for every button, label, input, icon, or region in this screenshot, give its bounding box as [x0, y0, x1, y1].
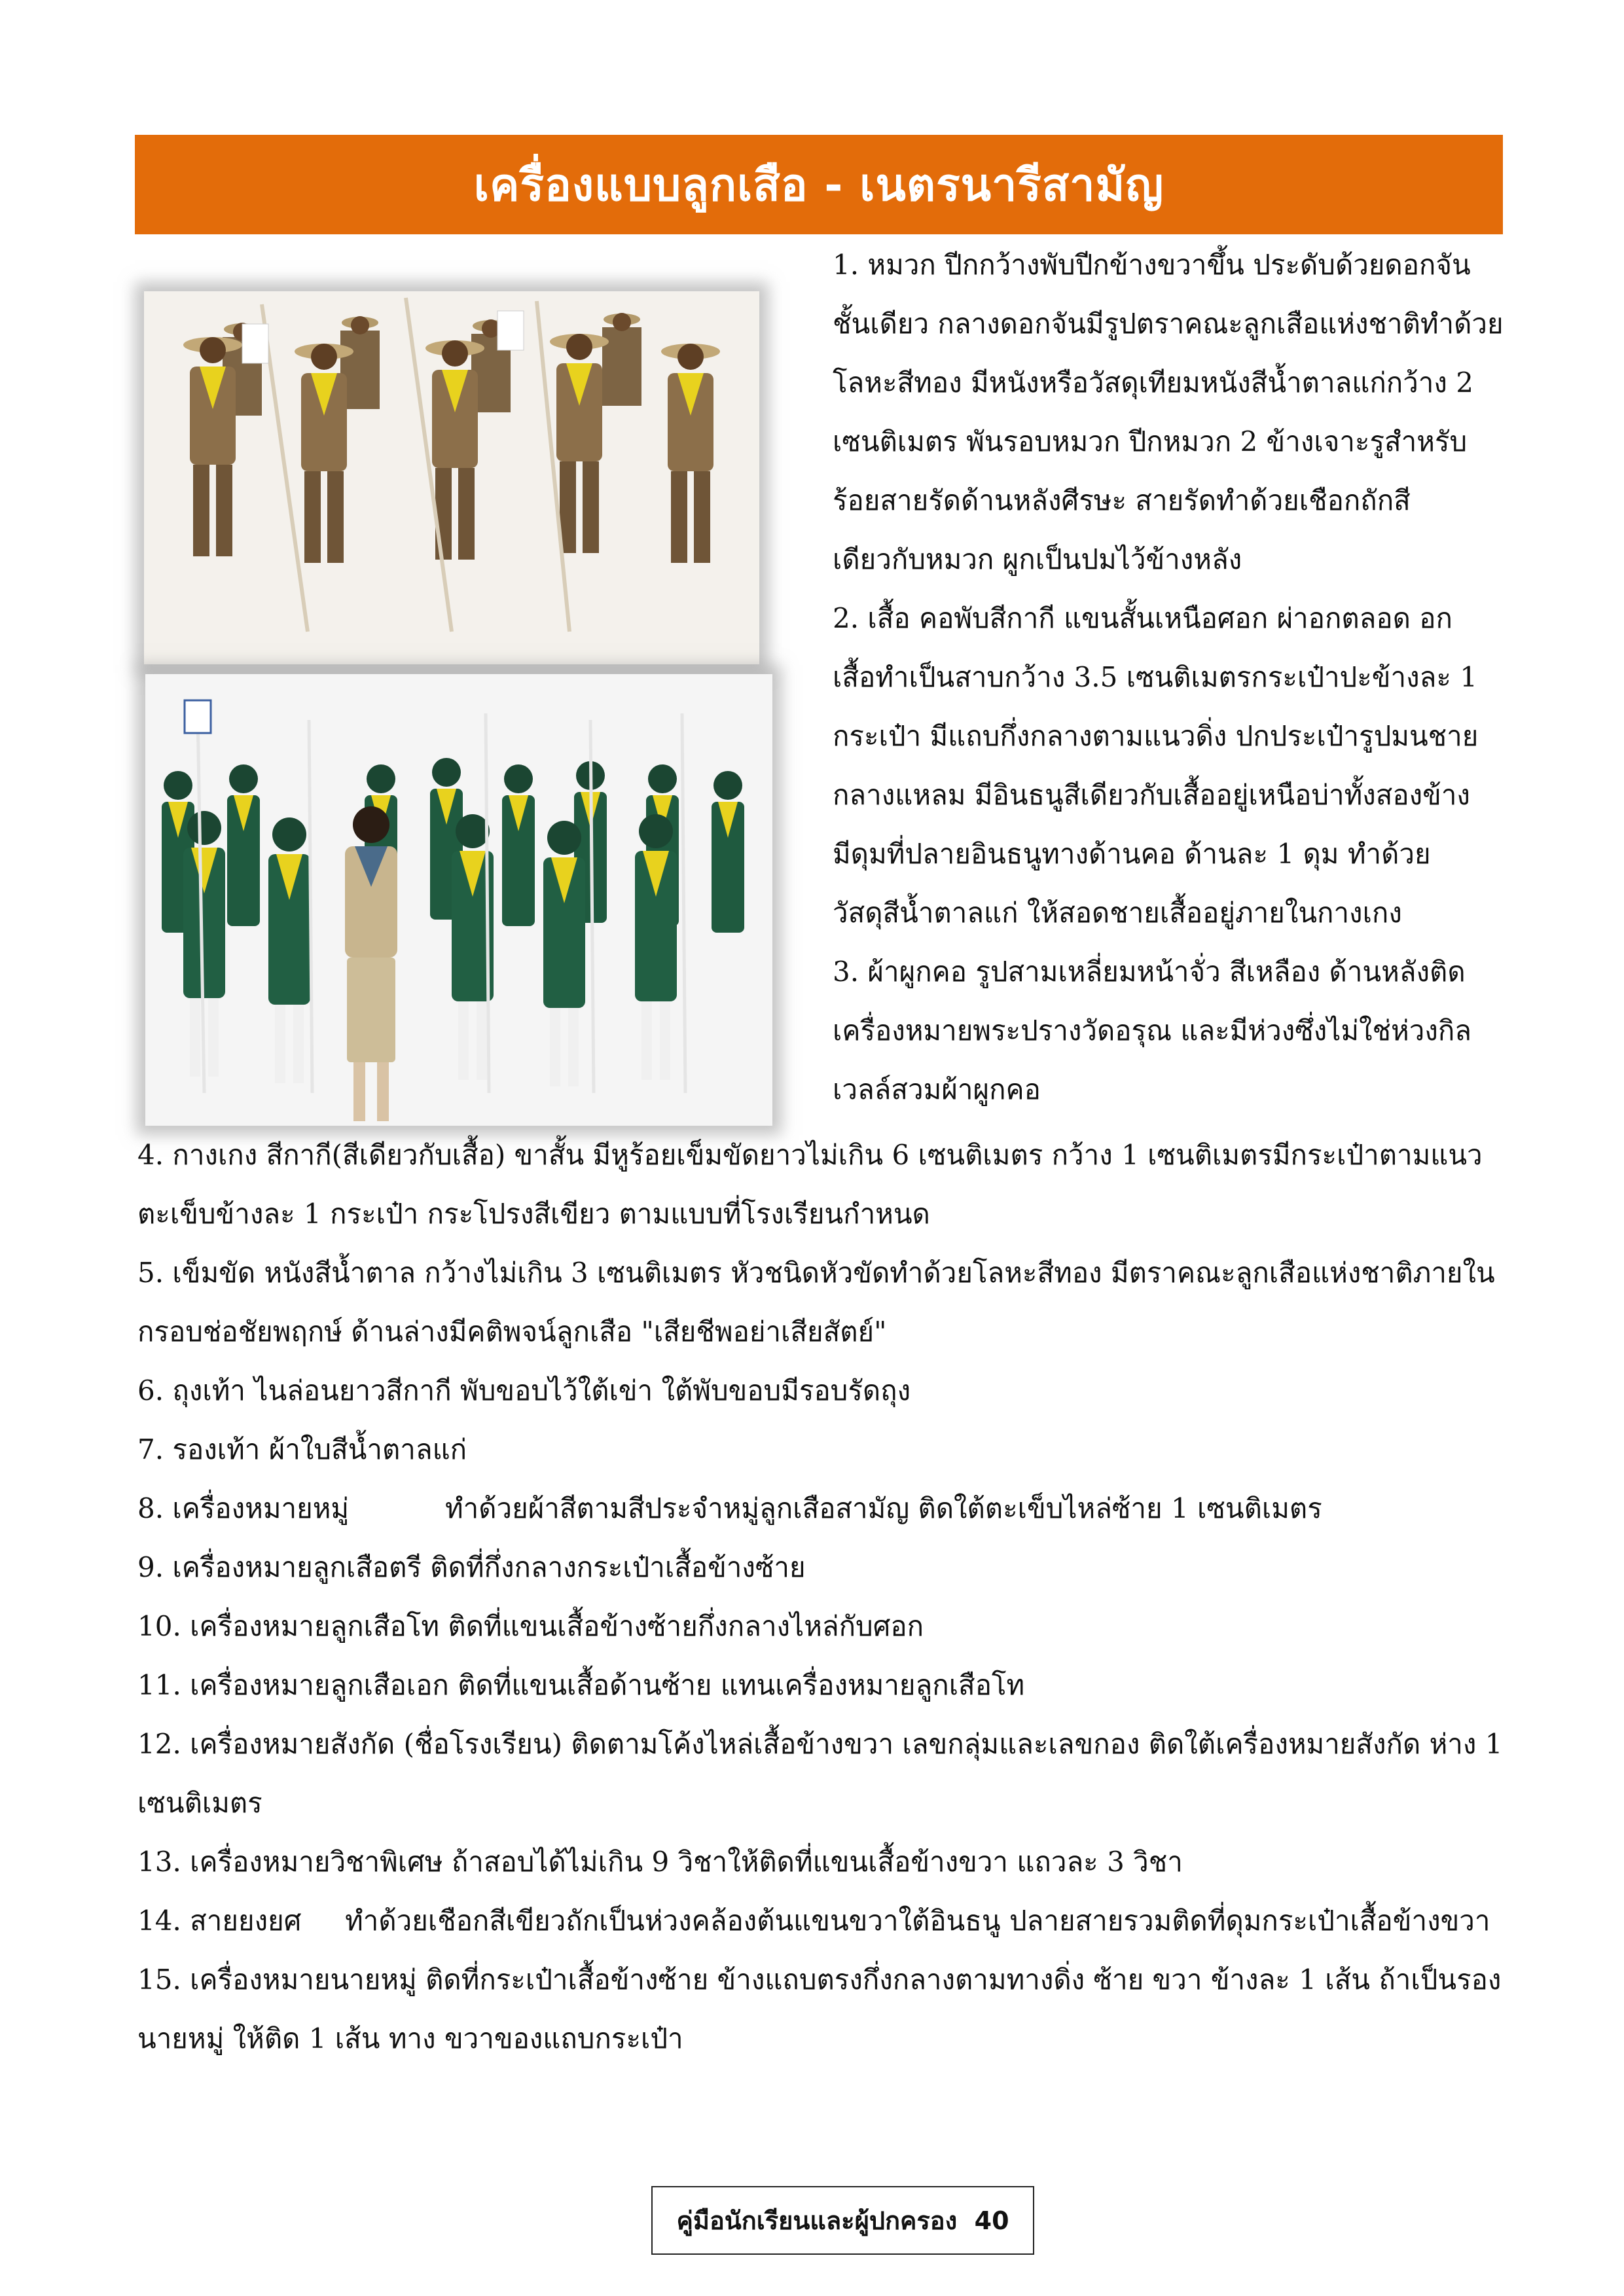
text-line-full-2: ตะเข็บข้างละ 1 กระเป๋า กระโปรงสีเขียว ตามแบบที่โรงเรียนกำหนด [137, 1198, 930, 1230]
text-line-full-12: เซนติเมตร [137, 1787, 262, 1819]
girl-guides-photo [145, 674, 772, 1126]
text-line-right-14: เครื่องหมายพระปรางวัดอรุณ และมีห่วงซึ่งไม่ใช่ห่วงกิล [833, 1014, 1471, 1047]
page-footer [651, 2186, 1034, 2255]
footer-text: คู่มือนักเรียนและผู้ปกครอง 40 [676, 2206, 1009, 2235]
text-line-full-5: 6. ถุงเท้า ไนล่อนยาวสีกากี พับขอบไว้ใต้เข่า ใต้พับขอบมีรอบรัดถุง [137, 1374, 911, 1407]
text-line-full-10: 11. เครื่องหมายลูกเสือเอก ติดที่แขนเสื้อด้านซ้าย แทนเครื่องหมายลูกเสือโท [137, 1669, 1025, 1701]
text-line-full-9: 10. เครื่องหมายลูกเสือโท ติดที่แขนเสื้อข้างซ้ายกึ่งกลางไหล่กับศอก [137, 1610, 924, 1642]
text-line-full-16: นายหมู่ ให้ติด 1 เส้น ทาง ขวาของแถบกระเป๋า [137, 2022, 683, 2054]
text-line-right-7: 2. เสื้อ คอพับสีกากี แขนสั้นเหนือศอก ผ่าอกตลอด อก [833, 602, 1453, 634]
text-line-full-6: 7. รองเท้า ผ้าใบสีน้ำตาลแก่ [137, 1433, 467, 1465]
text-line-full-7: 8. เครื่องหมายหมู่ ทำด้วยผ้าสีตามสีประจำหมู่ลูกเสือสามัญ ติดใต้ตะเข็บไหล่ซ้าย 1 เซนติเมตร [137, 1492, 1322, 1524]
title-banner [135, 135, 1503, 234]
text-line-full-3: 5. เข็มขัด หนังสีน้ำตาล กว้างไม่เกิน 3 เซนติเมตร หัวชนิดหัวขัดทำด้วยโลหะสีทอง มีตราคณะลูกเสือแห่งชาติภายใน [137, 1257, 1495, 1289]
text-line-right-11: มีดุมที่ปลายอินธนูทางด้านคอ ด้านละ 1 ดุม ทำด้วย [833, 838, 1431, 870]
text-line-right-12: วัสดุสีน้ำตาลแก่ ให้สอดชายเสื้ออยู่ภายในกางเกง [833, 897, 1402, 929]
text-line-right-10: กลางแหลม มีอินธนูสีเดียวกับเสื้ออยู่เหนือบ่าทั้งสองข้าง [833, 779, 1470, 811]
text-line-right-2: ชั้นเดียว กลางดอกจันมีรูปตราคณะลูกเสือแห่งชาติทำด้วย [833, 308, 1504, 340]
text-line-full-11: 12. เครื่องหมายสังกัด (ชื่อโรงเรียน) ติดตามโค้งไหล่เสื้อข้างขวา เลขกลุ่มและเลขกอง ติดใต้เครื่องหมายสังกัด ห่าง 1 [137, 1728, 1503, 1760]
boy-scouts-photo [144, 291, 759, 664]
text-line-full-4: กรอบช่อชัยพฤกษ์ ด้านล่างมีคติพจน์ลูกเสือ "เสียชีพอย่าเสียสัตย์" [137, 1316, 887, 1348]
text-line-right-13: 3. ผ้าผูกคอ รูปสามเหลี่ยมหน้าจั่ว สีเหลือง ด้านหลังติด [833, 956, 1466, 988]
text-line-right-1: 1. หมวก ปีกกว้างพับปีกข้างขวาขึ้น ประดับด้วยดอกจัน [833, 249, 1471, 281]
text-line-right-4: เซนติเมตร พันรอบหมวก ปีกหมวก 2 ข้างเจาะรูสำหรับ [833, 425, 1468, 457]
text-line-right-9: กระเป๋า มีแถบกึ่งกลางตามแนวดิ่ง ปกประเป๋ารูปมนชาย [833, 720, 1479, 752]
text-line-full-13: 13. เครื่องหมายวิชาพิเศษ ถ้าสอบได้ไม่เกิน 9 วิชาให้ติดที่แขนเสื้อข้างขวา แถวละ 3 วิชา [137, 1846, 1183, 1878]
text-line-right-6: เดียวกับหมวก ผูกเป็นปมไว้ข้างหลัง [833, 543, 1242, 575]
text-line-full-1: 4. กางเกง สีกากี(สีเดียวกับเสื้อ) ขาสั้น มีหูร้อยเข็มขัดยาวไม่เกิน 6 เซนติเมตร กว้าง 1 เซนติเมตรมีกระเป๋าตามแนว [137, 1139, 1483, 1171]
text-line-right-5: ร้อยสายรัดด้านหลังศีรษะ สายรัดทำด้วยเชือกถักสี [833, 484, 1411, 516]
text-line-full-15: 15. เครื่องหมายนายหมู่ ติดที่กระเป๋าเสื้อข้างซ้าย ข้างแถบตรงกึ่งกลางตามทางดิ่ง ซ้าย ขวา ข้างละ 1 เส้น ถ้าเป็นรอง [137, 1964, 1502, 1996]
text-line-full-14: 14. สายยงยศ ทำด้วยเชือกสีเขียวถักเป็นห่วงคล้องต้นแขนขวาใต้อินธนู ปลายสายรวมติดที่ดุมกระเป๋าเสื้อข้างขวา [137, 1905, 1490, 1937]
text-line-right-8: เสื้อทำเป็นสาบกว้าง 3.5 เซนติเมตรกระเป๋าปะข้างละ 1 [833, 661, 1477, 693]
page-title: เครื่องแบบลูกเสือ - เนตรนารีสามัญ [473, 160, 1164, 211]
text-line-right-3: โลหะสีทอง มีหนังหรือวัสดุเทียมหนังสีน้ำตาลแก่กว้าง 2 [833, 367, 1473, 399]
text-line-full-8: 9. เครื่องหมายลูกเสือตรี ติดที่กึ่งกลางกระเป๋าเสื้อข้างซ้าย [137, 1551, 806, 1583]
text-line-right-15: เวลล์สวมผ้าผูกคอ [833, 1073, 1041, 1105]
